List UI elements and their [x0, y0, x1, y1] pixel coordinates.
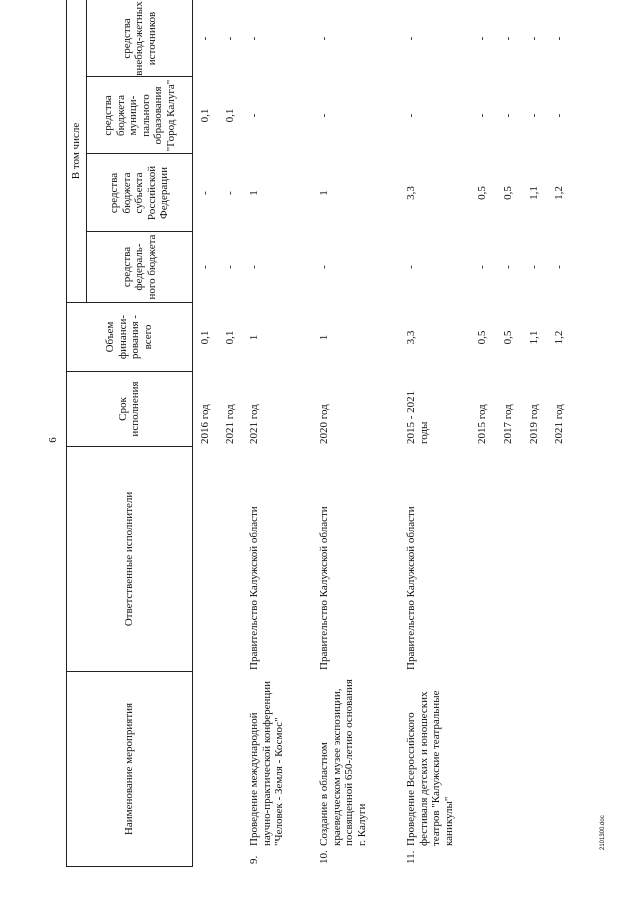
- header-offbudget: средства внебюд-жетных источников: [120, 1, 158, 76]
- table-cell-regional: 0,5: [476, 186, 488, 200]
- table-cell-total: 0,1: [199, 330, 211, 345]
- table-cell-municipal: 0,1: [224, 108, 236, 123]
- table-cell-term: 2016 год: [199, 404, 211, 444]
- table-cell-offbudget: -: [318, 36, 330, 41]
- table-cell-federal: -: [405, 265, 417, 269]
- table-cell-term: 2021 год: [553, 404, 565, 444]
- col-divider: [86, 231, 192, 232]
- table-cell-federal: -: [224, 265, 236, 269]
- table-cell-municipal: -: [553, 113, 565, 118]
- table-cell-federal: -: [248, 265, 260, 269]
- table-cell-total: 0,1: [224, 330, 236, 345]
- table-cell-num: 10.: [318, 850, 330, 864]
- table-cell-municipal: 0,1: [199, 108, 211, 123]
- header-name: Наименование мероприятия: [122, 702, 135, 836]
- table-cell-federal: -: [318, 265, 330, 269]
- table-cell-offbudget: -: [553, 36, 565, 41]
- table-cell-total: 1: [248, 334, 260, 341]
- table-cell-federal: -: [476, 265, 488, 269]
- col-divider: [66, 866, 192, 867]
- table-cell-executor: Правительство Калужской области: [318, 506, 330, 670]
- table-cell-federal: -: [199, 265, 211, 269]
- table-cell-total: 0,5: [476, 330, 488, 345]
- table-cell-regional: -: [224, 191, 236, 195]
- table-cell-num: 9.: [248, 855, 260, 864]
- col-divider: [66, 302, 192, 303]
- table-cell-regional: 1: [318, 190, 330, 196]
- table-cell-municipal: -: [405, 113, 417, 118]
- table-cell-regional: 1: [248, 190, 260, 196]
- table-cell-executor: Правительство Калужской области: [405, 506, 417, 670]
- header-executors: Ответственные исполнители: [122, 491, 135, 627]
- table-cell-total: 1: [318, 334, 330, 341]
- table-cell-offbudget: -: [199, 36, 211, 41]
- table-cell-regional: 0,5: [502, 186, 514, 200]
- table-cell-term: 2021 год: [248, 404, 260, 444]
- table-cell-offbudget: -: [502, 36, 514, 41]
- table-cell-regional: 1,1: [528, 186, 540, 200]
- table-cell-name: Создание в областном краеведческом музее экспозиции, посвященной 650-летию основания г. Калуги: [318, 679, 368, 846]
- table-cell-municipal: -: [476, 113, 488, 118]
- table-cell-regional: -: [199, 191, 211, 195]
- header-bottom-border: [192, 0, 193, 867]
- table-cell-term: 2020 год: [318, 404, 330, 444]
- header-total: Объем финанси-рования - всего: [104, 314, 154, 360]
- header-term: Срок исполнения: [116, 381, 141, 437]
- table-cell-municipal: -: [502, 113, 514, 118]
- table-cell-offbudget: -: [405, 36, 417, 41]
- table-cell-regional: 1,2: [553, 186, 565, 200]
- footer-filename: 2101300.doc: [600, 815, 606, 850]
- table-cell-num: 11.: [405, 850, 417, 864]
- col-divider: [86, 153, 192, 154]
- table-cell-executor: Правительство Калужской области: [248, 506, 260, 670]
- header-federal: средства федераль-ного бюджета: [120, 234, 158, 300]
- header-including: В том числе: [70, 122, 83, 180]
- budget-table: [66, 0, 632, 900]
- header-regional: средства бюджета субъекта Российской Федерации: [108, 165, 171, 221]
- table-cell-term: 2021 год: [224, 404, 236, 444]
- page-number: 6: [47, 437, 59, 443]
- table-cell-offbudget: -: [528, 36, 540, 41]
- table-cell-offbudget: -: [248, 36, 260, 41]
- table-cell-municipal: -: [318, 113, 330, 118]
- table-cell-offbudget: -: [476, 36, 488, 41]
- table-cell-total: 1,2: [553, 330, 565, 345]
- table-cell-federal: -: [528, 265, 540, 269]
- table-cell-offbudget: -: [224, 36, 236, 41]
- table-cell-term: 2017 год: [502, 404, 514, 444]
- table-cell-federal: -: [502, 265, 514, 269]
- table-cell-municipal: -: [248, 113, 260, 118]
- header-municipal: средства бюджета муници-пального образования "Город Калуга": [102, 79, 177, 152]
- col-divider: [86, 76, 192, 77]
- table-cell-total: 1,1: [528, 330, 540, 345]
- table-cell-regional: 3,3: [405, 186, 417, 200]
- col-divider: [66, 371, 192, 372]
- table-cell-name: Проведение Всероссийского фестиваля детских и юношеских театров "Калужские театральные каникулы": [405, 690, 455, 846]
- table-cell-municipal: -: [528, 113, 540, 118]
- table-cell-term: 2015 год: [476, 404, 488, 444]
- table-cell-term: 2019 год: [528, 404, 540, 444]
- table-cell-total: 0,5: [502, 330, 514, 345]
- table-cell-total: 3,3: [405, 330, 417, 345]
- table-cell-term: 2015 - 2021 годы: [405, 390, 430, 444]
- table-cell-name: Проведение международной научно-практической конференции "Человек - Земля - Космос": [248, 680, 285, 846]
- table-cell-federal: -: [553, 265, 565, 269]
